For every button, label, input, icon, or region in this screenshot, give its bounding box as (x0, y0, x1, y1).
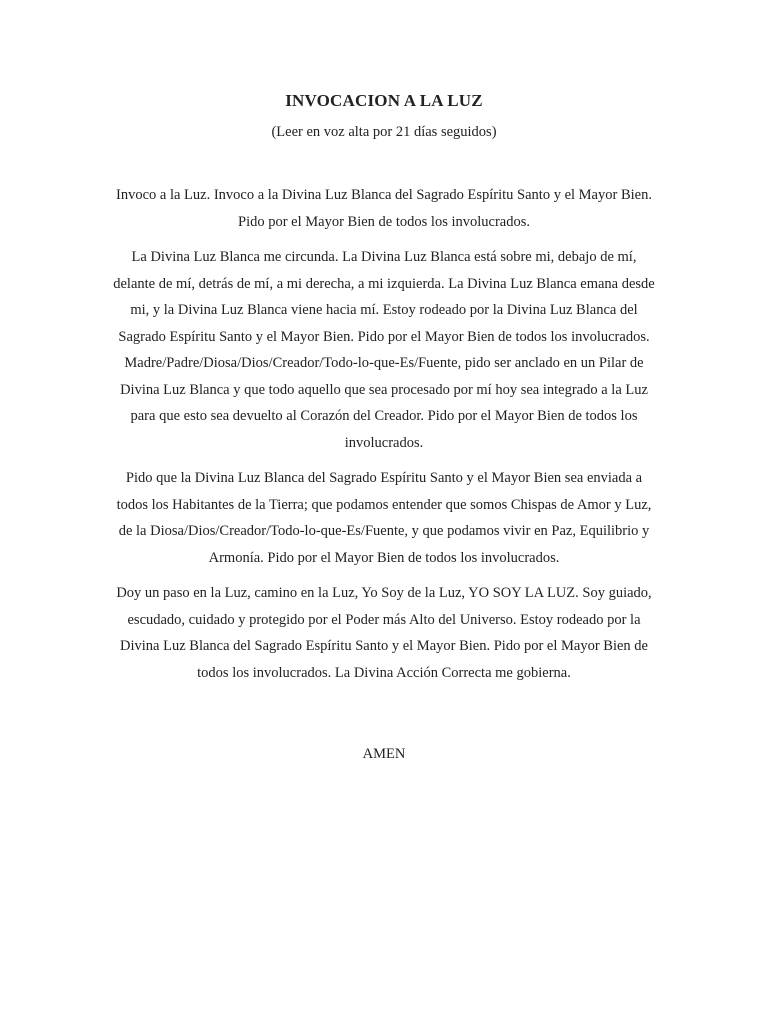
document-title: INVOCACION A LA LUZ (285, 91, 483, 110)
document-body (110, 182, 658, 695)
closing-amen: AMEN (362, 746, 406, 762)
paragraph-step-into-light: Doy un paso en la Luz, camino en la Luz, Yo Soy de la Luz, YO SOY LA LUZ. Soy guiado, escudado, cuidado y protegido por el Poder más Alto del Universo. Estoy rodeado por la Divina Luz Blanca del Sagrado Espíritu Santo y el Mayor Bien. Pido por el Mayor Bien de todos los involucrados. La Divina Acción Correcta me gobierna. (116, 585, 652, 681)
document-subtitle: (Leer en voz alta por 21 días seguidos) (271, 124, 497, 140)
paragraph-earth-inhabitants: Pido que la Divina Luz Blanca del Sagrado Espíritu Santo y el Mayor Bien sea enviada a todos los Habitantes de la Tierra; que podamos entender que somos Chispas de Amor y Luz, de la Diosa/Dios/Creador/Todo-lo-que-Es/Fuente, y que podamos vivir en Paz, Equilibrio y Armonía. Pido por el Mayor Bien de todos los involucrados. (116, 470, 652, 566)
paragraph-circle-of-light: La Divina Luz Blanca me circunda. La Divina Luz Blanca está sobre mi, debajo de mí, delante de mí, detrás de mí, a mi derecha, a mi izquierda. La Divina Luz Blanca emana desde mi, y la Divina Luz Blanca viene hacia mí. Estoy rodeado por la Divina Luz Blanca del Sagrado Espíritu Santo y el Mayor Bien. Pido por el Mayor Bien de todos los involucrados. Madre/Padre/Diosa/Dios/Creador/Todo-lo-que-Es/Fuente, pido ser anclado en un Pilar de Divina Luz Blanca y que todo aquello que sea procesado por mí hoy sea integrado a la Luz para que esto sea devuelto al Corazón del Creador. Pido por el Mayor Bien de todos los involucrados. (113, 249, 655, 451)
paragraph-invocation: Invoco a la Luz. Invoco a la Divina Luz Blanca del Sagrado Espíritu Santo y el Mayor Bien. Pido por el Mayor Bien de todos los involucrados. (116, 187, 652, 230)
